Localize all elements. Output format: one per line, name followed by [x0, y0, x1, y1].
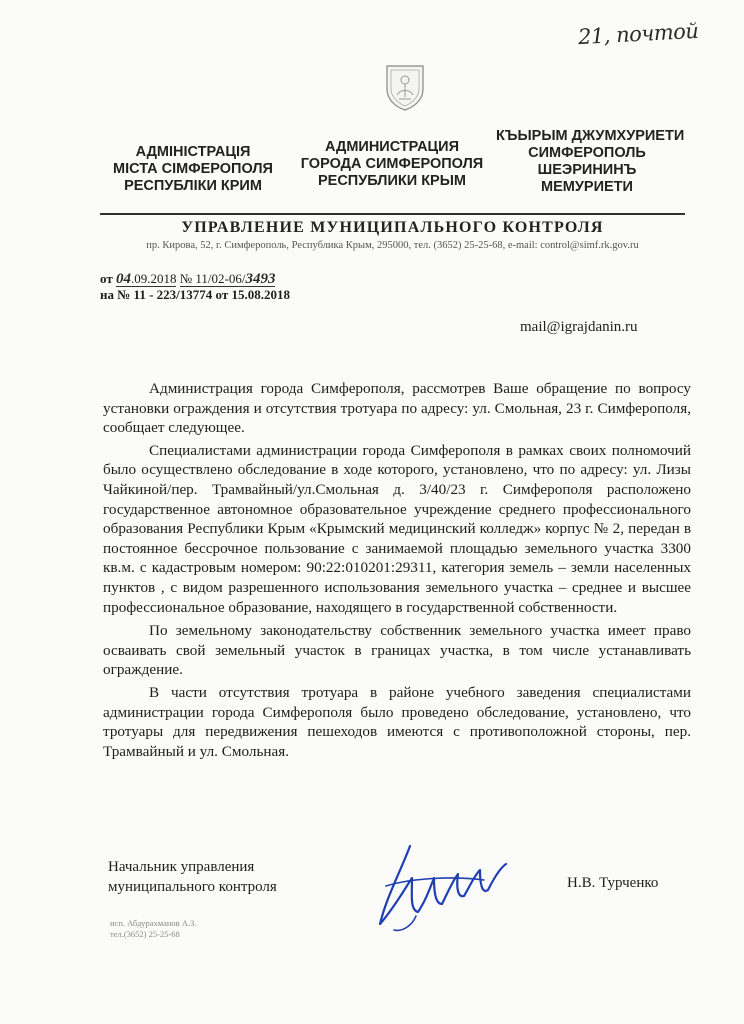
letterhead-crh-line: ШЕЭРИНИНЪ [537, 162, 637, 178]
letterhead-ukrainian [98, 144, 288, 195]
letterhead-crh-line: МЕМУРИЕТИ [541, 179, 633, 195]
letterhead-ua-line: АДМІНІСТРАЦІЯ [135, 144, 251, 160]
outgoing-date [116, 271, 177, 287]
letterhead-ru-line: АДМИНИСТРАЦИЯ [324, 139, 459, 155]
handwritten-signature [372, 838, 512, 934]
body-paragraph: В части отсутствия тротуара в районе учебного заведения специалистами администрации города Симферополя было проведено обследование, установлено, что тротуары для передвижения пешеходов имеются с противоположной стороны, пер. Трамвайный и ул. Смольная. [103, 683, 691, 760]
number-suffix: 3493 [245, 271, 276, 287]
outgoing-reference [100, 271, 275, 288]
signatory-title-line: муниципального контроля [108, 879, 277, 895]
letterhead-crh-line: СИМФЕРОПОЛЬ [528, 145, 646, 161]
department-address: пр. Кирова, 52, г. Симферополь, Республика Крым, 295000, тел. (3652) 25-25-68, e-mail: control@simf.rk.gov.ru [146, 240, 639, 251]
body-paragraph: Администрация города Симферополя, рассмотрев Ваше обращение по вопросу установки ограждения и отсутствия тротуара по адресу: ул. Смольная, 23 г. Симферополя, сообщает следующее. [103, 380, 691, 437]
signatory-name: Н.В. Турченко [567, 875, 659, 891]
letterhead-crh-line: КЪЫРЫМ ДЖУМХУРИЕТИ [496, 128, 685, 144]
date-day: 04 [115, 271, 131, 287]
from-prefix: от [100, 271, 113, 286]
letterhead-crimean-tatar [496, 128, 685, 196]
letterhead-ru-line: РЕСПУБЛИКИ КРЫМ [317, 173, 466, 189]
letterhead-russian [290, 139, 494, 190]
executor-phone: тел.(3652) 25-25-68 [110, 929, 180, 939]
recipient-email: mail@igrajdanin.ru [520, 319, 638, 335]
letterhead-ua-line: МІСТА СІМФЕРОПОЛЯ [113, 161, 273, 177]
body-paragraph: Специалистами администрации города Симферополя в рамках своих полномочий было осуществлено обследование в ходе которого, установлено, что по адресу: ул. Лизы Чайкиной/пер. Трамвайный/ул.Смольная д. 3/40/23 г. Симферополя расположено государственное автономное образовательное учреждение среднего профессионального образования Республики Крым «Крымский медицинский колледж» корпус № 2, передан в постоянное бессрочное пользование с занимаемой площадью земельного участка 3300 кв.м. с кадастровым номером: 90:22:010201:29311, категория земель – земли населенных пунктов , с видом разрешенного использования земельного участка – среднее и высшее профессиональное образование, находящего в государственной собственности. [103, 441, 691, 616]
letterhead-ua-line: РЕСПУБЛІКИ КРИМ [124, 178, 262, 194]
signatory-title [108, 857, 277, 897]
outgoing-number [180, 271, 276, 287]
executor-info [110, 918, 196, 940]
number-prefix: № 11/02-06/ [179, 271, 246, 286]
signatory-title-line: Начальник управления [108, 859, 255, 875]
date-rest: .09.2018 [130, 271, 177, 286]
handwritten-note: 21, почтой [577, 18, 699, 50]
body-paragraph: По земельному законодательству собственник земельного участка имеет право осваивать свой земельный участок в границах участка, в том числе устанавливать ограждение. [103, 622, 691, 679]
incoming-reference [100, 287, 290, 303]
letter-body [103, 379, 691, 764]
letterhead-ru-line: ГОРОДА СИМФЕРОПОЛЯ [300, 156, 484, 172]
reply-to: на № 11 - 223/13774 от 15.08.2018 [100, 287, 290, 302]
coat-of-arms-icon [383, 63, 427, 111]
department-title: УПРАВЛЕНИЕ МУНИЦИПАЛЬНОГО КОНТРОЛЯ [181, 219, 604, 236]
executor-name: исп. Абдурахманов А.З. [110, 918, 197, 928]
header-divider [100, 213, 685, 215]
